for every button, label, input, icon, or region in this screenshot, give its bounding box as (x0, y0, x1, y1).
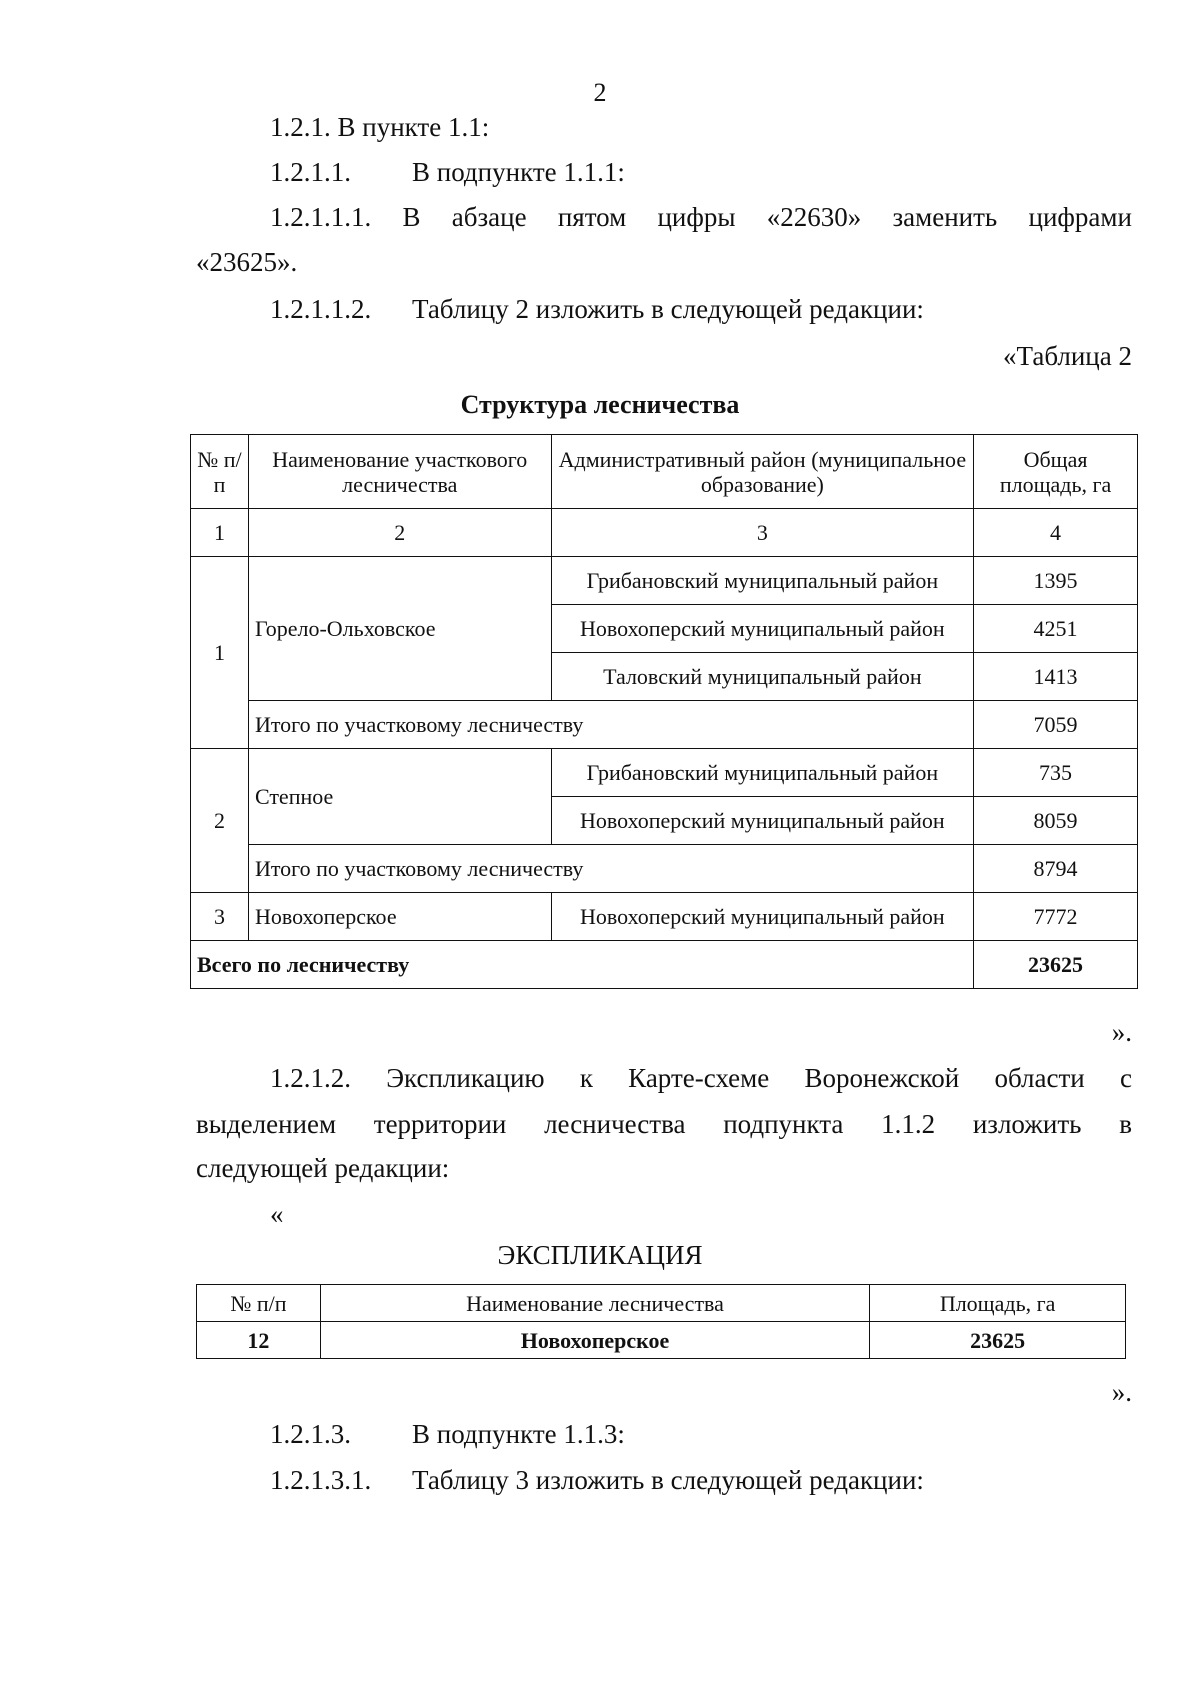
paragraph-1-2-1-1-1-line2: «23625». (196, 247, 298, 277)
word: в (1119, 1109, 1132, 1139)
area: 735 (974, 749, 1138, 797)
closing-quote-2: ». (1111, 1377, 1132, 1407)
word: с (1119, 1063, 1132, 1093)
table-row (191, 893, 1138, 941)
paragraph-number: 1.2.1.3. (270, 1419, 351, 1449)
district: Таловский муниципальный район (551, 653, 974, 701)
word: «22630» (766, 202, 862, 232)
word: 1.1.2 (881, 1109, 936, 1139)
column-number: 2 (248, 509, 551, 557)
area: 7772 (974, 893, 1138, 941)
header-forestry-name: Наименование участкового лесничества (248, 435, 551, 509)
paragraph-1-2-1-2-line3: следующей редакции: (196, 1153, 450, 1183)
word: заменить (892, 202, 998, 232)
paragraph-number: 1.2.1.1.1. (270, 202, 372, 232)
header-no: № п/п (197, 1285, 321, 1322)
column-number: 1 (191, 509, 249, 557)
table-row (191, 749, 1138, 797)
subtotal-label: Итого по участковому лесничеству (248, 701, 973, 749)
paragraph-1-2-1-1-1-line1 (270, 201, 1132, 233)
word: территории (373, 1109, 507, 1139)
total-label: Всего по лесничеству (191, 941, 974, 989)
word: цифры (657, 202, 736, 232)
table-2-caption: «Таблица 2 (1003, 341, 1132, 371)
explication-table (196, 1284, 1126, 1359)
area: 1395 (974, 557, 1138, 605)
table-row (191, 557, 1138, 605)
area: 4251 (974, 605, 1138, 653)
paragraph-1-2-1-3-1 (270, 1464, 924, 1496)
header-district: Административный район (муниципальное образование) (551, 435, 974, 509)
paragraph-text: В подпункте 1.1.3: (412, 1419, 625, 1449)
subtotal-value: 8794 (974, 845, 1138, 893)
paragraph-number: 1.2.1.3.1. (270, 1465, 372, 1495)
header-area: Общая площадь, га (974, 435, 1138, 509)
paragraph-1-2-1-1 (270, 156, 625, 188)
column-numbers-row (191, 509, 1138, 557)
area: 8059 (974, 797, 1138, 845)
district: Грибановский муниципальный район (551, 749, 974, 797)
paragraph-number: 1.2.1.2. (270, 1063, 351, 1093)
paragraph-1-2-1-3 (270, 1418, 625, 1450)
paragraph-1-2-1-2-line2 (196, 1108, 1132, 1140)
row-no: 12 (197, 1322, 321, 1359)
paragraph-number: 1.2.1.1.2. (270, 294, 372, 324)
word: выделением (196, 1109, 337, 1139)
word: лесничества (544, 1109, 686, 1139)
header-area: Площадь, га (870, 1285, 1126, 1322)
paragraph-text: В подпункте 1.1.1: (412, 157, 625, 187)
word: области (994, 1063, 1085, 1093)
paragraph-1-2-1-1-2 (270, 293, 924, 325)
row-no: 2 (191, 749, 249, 893)
closing-quote-1: ». (1111, 1017, 1132, 1047)
column-number: 4 (974, 509, 1138, 557)
header-no: № п/п (191, 435, 249, 509)
total-value: 23625 (974, 941, 1138, 989)
opening-quote: « (270, 1199, 284, 1229)
district: Новохоперский муниципальный район (551, 893, 974, 941)
word: к (579, 1063, 593, 1093)
total-row (191, 941, 1138, 989)
forestry-structure-table (190, 434, 1138, 989)
forestry-name: Степное (248, 749, 551, 845)
word: пятом (557, 202, 627, 232)
district: Новохоперский муниципальный район (551, 605, 974, 653)
table-header-row (191, 435, 1138, 509)
explication-title: ЭКСПЛИКАЦИЯ (497, 1240, 703, 1270)
paragraph-text: Таблицу 3 изложить в следующей редакции: (412, 1465, 924, 1495)
paragraph-1-2-1: 1.2.1. В пункте 1.1: (270, 112, 490, 142)
row-no: 3 (191, 893, 249, 941)
table-header-row (197, 1285, 1126, 1322)
word: Карте-схеме (628, 1063, 770, 1093)
word: Воронежской (804, 1063, 960, 1093)
table-2-title: Структура лесничества (460, 390, 740, 419)
forestry-name: Новохоперское (320, 1322, 869, 1359)
column-number: 3 (551, 509, 974, 557)
subtotal-label: Итого по участковому лесничеству (248, 845, 973, 893)
subtotal-row (191, 845, 1138, 893)
subtotal-row (191, 701, 1138, 749)
table-row (197, 1322, 1126, 1359)
word: абзаце (451, 202, 527, 232)
word: В (402, 202, 421, 232)
area: 23625 (870, 1322, 1126, 1359)
subtotal-value: 7059 (974, 701, 1138, 749)
word: подпункта (723, 1109, 844, 1139)
paragraph-text: Таблицу 2 изложить в следующей редакции: (412, 294, 924, 324)
area: 1413 (974, 653, 1138, 701)
page-number: 2 (593, 78, 607, 107)
paragraph-number: 1.2.1.1. (270, 157, 351, 187)
word: изложить (972, 1109, 1082, 1139)
district: Грибановский муниципальный район (551, 557, 974, 605)
forestry-name: Горело-Ольховское (248, 557, 551, 701)
row-no: 1 (191, 557, 249, 749)
header-forestry-name: Наименование лесничества (320, 1285, 869, 1322)
paragraph-1-2-1-2-line1 (270, 1062, 1132, 1094)
forestry-name: Новохоперское (248, 893, 551, 941)
word: цифрами (1028, 202, 1132, 232)
district: Новохоперский муниципальный район (551, 797, 974, 845)
word: Экспликацию (386, 1063, 545, 1093)
